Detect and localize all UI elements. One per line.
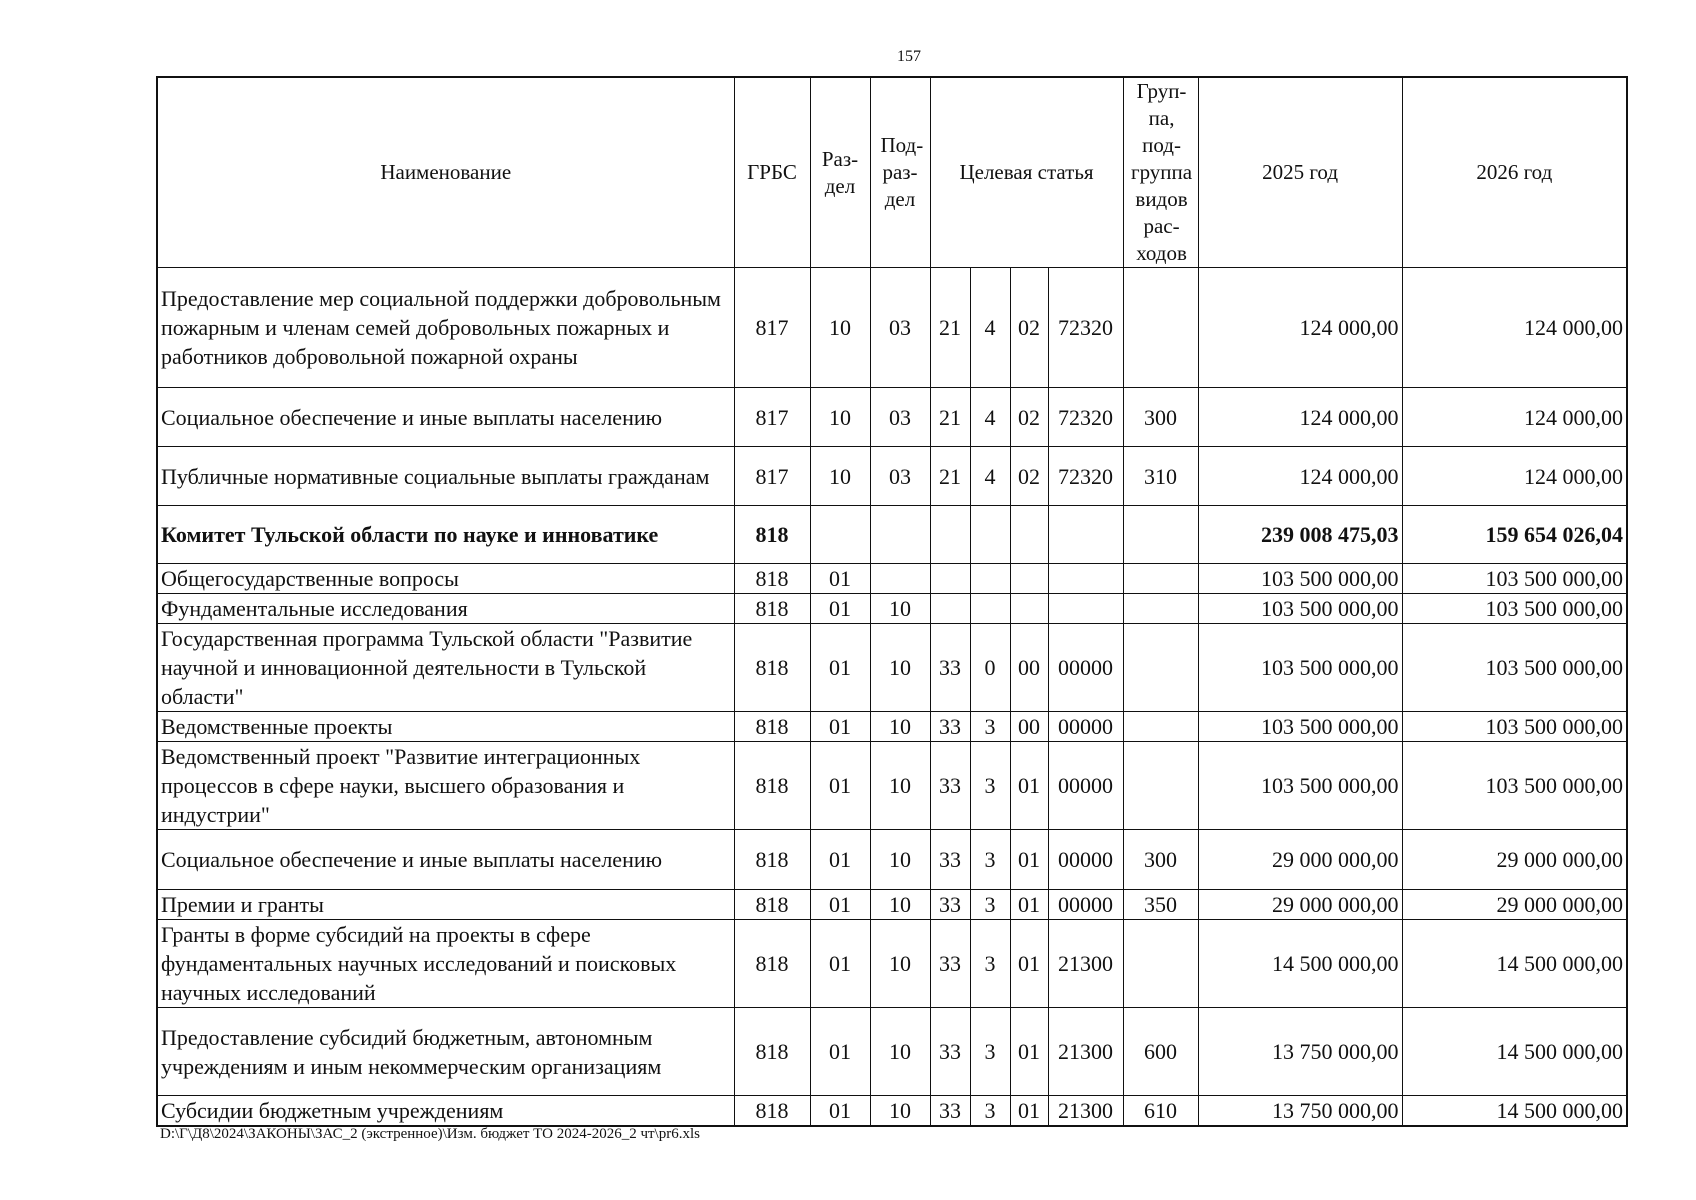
header-section: Раз-дел (810, 77, 870, 268)
subsection-cell: 03 (870, 447, 930, 506)
expense-group-cell: 310 (1123, 447, 1198, 506)
grbs-cell: 818 (734, 920, 810, 1008)
target-program-cell (930, 506, 970, 564)
target-direction-cell: 72320 (1048, 447, 1123, 506)
amount-2025-cell: 13 750 000,00 (1198, 1096, 1402, 1127)
expense-group-cell: 300 (1123, 830, 1198, 890)
table-row (157, 268, 1627, 388)
header-expense-group: Груп-па, под-группа видов рас-ходов (1123, 77, 1198, 268)
target-type-cell: 3 (970, 1096, 1010, 1127)
subsection-cell (870, 506, 930, 564)
expense-group-cell: 350 (1123, 890, 1198, 920)
target-program-cell: 21 (930, 268, 970, 388)
section-cell: 01 (810, 1008, 870, 1096)
budget-table (156, 76, 1628, 1127)
target-subprogram-cell (1010, 564, 1048, 594)
table-row (157, 712, 1627, 742)
subsection-cell: 10 (870, 594, 930, 624)
amount-2025-cell: 124 000,00 (1198, 447, 1402, 506)
target-type-cell: 3 (970, 830, 1010, 890)
target-direction-cell: 00000 (1048, 830, 1123, 890)
target-direction-cell (1048, 594, 1123, 624)
expense-group-cell (1123, 712, 1198, 742)
grbs-cell: 817 (734, 268, 810, 388)
expense-group-cell (1123, 506, 1198, 564)
target-program-cell: 33 (930, 830, 970, 890)
grbs-cell: 818 (734, 712, 810, 742)
grbs-cell: 818 (734, 1008, 810, 1096)
target-subprogram-cell: 01 (1010, 830, 1048, 890)
target-subprogram-cell: 01 (1010, 920, 1048, 1008)
table-row (157, 1008, 1627, 1096)
target-type-cell: 3 (970, 920, 1010, 1008)
target-program-cell: 33 (930, 1096, 970, 1127)
amount-2025-cell: 124 000,00 (1198, 268, 1402, 388)
header-2026: 2026 год (1402, 77, 1627, 268)
amount-2025-cell: 14 500 000,00 (1198, 920, 1402, 1008)
expense-group-cell: 600 (1123, 1008, 1198, 1096)
target-subprogram-cell: 02 (1010, 388, 1048, 447)
target-direction-cell: 21300 (1048, 1008, 1123, 1096)
target-type-cell (970, 506, 1010, 564)
table-row (157, 388, 1627, 447)
target-type-cell: 4 (970, 447, 1010, 506)
target-program-cell: 21 (930, 447, 970, 506)
header-target-article: Целевая статья (930, 77, 1123, 268)
row-name-cell: Премии и гранты (157, 890, 734, 920)
section-cell: 01 (810, 1096, 870, 1127)
amount-2025-cell: 124 000,00 (1198, 388, 1402, 447)
table-row (157, 624, 1627, 712)
amount-2026-cell: 103 500 000,00 (1402, 624, 1627, 712)
target-subprogram-cell (1010, 594, 1048, 624)
amount-2026-cell: 103 500 000,00 (1402, 564, 1627, 594)
row-name-cell: Предоставление субсидий бюджетным, автономным учреждениям и иным некоммерческим организациям (157, 1008, 734, 1096)
target-direction-cell: 72320 (1048, 268, 1123, 388)
row-name-cell: Общегосударственные вопросы (157, 564, 734, 594)
amount-2026-cell: 124 000,00 (1402, 388, 1627, 447)
expense-group-cell: 300 (1123, 388, 1198, 447)
row-name-cell: Публичные нормативные социальные выплаты гражданам (157, 447, 734, 506)
header-subsection: Под-раз-дел (870, 77, 930, 268)
grbs-cell: 818 (734, 506, 810, 564)
subsection-cell: 10 (870, 1008, 930, 1096)
expense-group-cell: 610 (1123, 1096, 1198, 1127)
row-name-cell: Ведомственный проект "Развитие интеграционных процессов в сфере науки, высшего образования и индустрии" (157, 742, 734, 830)
header-grbs: ГРБС (734, 77, 810, 268)
table-row (157, 742, 1627, 830)
section-cell: 01 (810, 890, 870, 920)
section-cell: 10 (810, 388, 870, 447)
target-direction-cell: 72320 (1048, 388, 1123, 447)
target-program-cell: 21 (930, 388, 970, 447)
table-row (157, 447, 1627, 506)
grbs-cell: 818 (734, 1096, 810, 1127)
target-program-cell: 33 (930, 742, 970, 830)
subsection-cell: 10 (870, 624, 930, 712)
subsection-cell: 10 (870, 830, 930, 890)
row-name-cell: Государственная программа Тульской области "Развитие научной и инновационной деятельности в Тульской области" (157, 624, 734, 712)
target-type-cell: 3 (970, 1008, 1010, 1096)
subsection-cell: 10 (870, 1096, 930, 1127)
amount-2026-cell: 14 500 000,00 (1402, 920, 1627, 1008)
header-row (157, 77, 1627, 268)
header-2025: 2025 год (1198, 77, 1402, 268)
amount-2026-cell: 14 500 000,00 (1402, 1008, 1627, 1096)
grbs-cell: 818 (734, 830, 810, 890)
grbs-cell: 818 (734, 594, 810, 624)
expense-group-cell (1123, 920, 1198, 1008)
page-number: 157 (897, 48, 921, 65)
grbs-cell: 818 (734, 890, 810, 920)
target-subprogram-cell: 01 (1010, 742, 1048, 830)
amount-2026-cell: 29 000 000,00 (1402, 890, 1627, 920)
amount-2026-cell: 103 500 000,00 (1402, 712, 1627, 742)
row-name-cell: Комитет Тульской области по науке и инноватике (157, 506, 734, 564)
expense-group-cell (1123, 268, 1198, 388)
row-name-cell: Ведомственные проекты (157, 712, 734, 742)
target-type-cell: 3 (970, 742, 1010, 830)
target-type-cell (970, 594, 1010, 624)
grbs-cell: 818 (734, 742, 810, 830)
subsection-cell: 03 (870, 388, 930, 447)
grbs-cell: 817 (734, 447, 810, 506)
header-name: Наименование (157, 77, 734, 268)
target-subprogram-cell: 02 (1010, 447, 1048, 506)
section-cell: 01 (810, 830, 870, 890)
target-subprogram-cell: 01 (1010, 1008, 1048, 1096)
subsection-cell (870, 564, 930, 594)
amount-2026-cell: 14 500 000,00 (1402, 1096, 1627, 1127)
target-program-cell: 33 (930, 920, 970, 1008)
section-cell: 01 (810, 564, 870, 594)
table-row (157, 830, 1627, 890)
target-subprogram-cell: 00 (1010, 712, 1048, 742)
amount-2026-cell: 103 500 000,00 (1402, 742, 1627, 830)
section-cell: 01 (810, 624, 870, 712)
section-cell: 10 (810, 447, 870, 506)
target-type-cell: 4 (970, 388, 1010, 447)
row-name-cell: Социальное обеспечение и иные выплаты населению (157, 830, 734, 890)
subsection-cell: 10 (870, 920, 930, 1008)
row-name-cell: Гранты в форме субсидий на проекты в сфере фундаментальных научных исследований и поисковых научных исследований (157, 920, 734, 1008)
table-row (157, 920, 1627, 1008)
subsection-cell: 10 (870, 712, 930, 742)
amount-2025-cell: 29 000 000,00 (1198, 890, 1402, 920)
target-direction-cell: 21300 (1048, 1096, 1123, 1127)
amount-2026-cell: 159 654 026,04 (1402, 506, 1627, 564)
section-cell: 01 (810, 920, 870, 1008)
amount-2025-cell: 103 500 000,00 (1198, 712, 1402, 742)
section-cell (810, 506, 870, 564)
table-row (157, 506, 1627, 564)
grbs-cell: 818 (734, 564, 810, 594)
target-type-cell: 4 (970, 268, 1010, 388)
subsection-cell: 10 (870, 742, 930, 830)
target-direction-cell (1048, 506, 1123, 564)
target-program-cell (930, 564, 970, 594)
target-direction-cell: 00000 (1048, 890, 1123, 920)
target-program-cell: 33 (930, 712, 970, 742)
target-program-cell: 33 (930, 890, 970, 920)
section-cell: 01 (810, 594, 870, 624)
table-row (157, 564, 1627, 594)
target-subprogram-cell: 00 (1010, 624, 1048, 712)
target-type-cell (970, 564, 1010, 594)
target-direction-cell: 21300 (1048, 920, 1123, 1008)
amount-2026-cell: 103 500 000,00 (1402, 594, 1627, 624)
target-direction-cell: 00000 (1048, 712, 1123, 742)
target-direction-cell: 00000 (1048, 624, 1123, 712)
expense-group-cell (1123, 564, 1198, 594)
row-name-cell: Фундаментальные исследования (157, 594, 734, 624)
table-row (157, 890, 1627, 920)
expense-group-cell (1123, 742, 1198, 830)
amount-2026-cell: 124 000,00 (1402, 268, 1627, 388)
row-name-cell: Предоставление мер социальной поддержки добровольным пожарным и членам семей добровольных пожарных и работников добровольной пожарной охраны (157, 268, 734, 388)
grbs-cell: 817 (734, 388, 810, 447)
subsection-cell: 03 (870, 268, 930, 388)
subsection-cell: 10 (870, 890, 930, 920)
amount-2026-cell: 124 000,00 (1402, 447, 1627, 506)
expense-group-cell (1123, 624, 1198, 712)
target-program-cell: 33 (930, 624, 970, 712)
amount-2025-cell: 29 000 000,00 (1198, 830, 1402, 890)
amount-2026-cell: 29 000 000,00 (1402, 830, 1627, 890)
amount-2025-cell: 103 500 000,00 (1198, 594, 1402, 624)
target-program-cell: 33 (930, 1008, 970, 1096)
section-cell: 10 (810, 268, 870, 388)
target-subprogram-cell: 02 (1010, 268, 1048, 388)
target-subprogram-cell (1010, 506, 1048, 564)
amount-2025-cell: 239 008 475,03 (1198, 506, 1402, 564)
row-name-cell: Социальное обеспечение и иные выплаты населению (157, 388, 734, 447)
target-direction-cell: 00000 (1048, 742, 1123, 830)
amount-2025-cell: 103 500 000,00 (1198, 624, 1402, 712)
section-cell: 01 (810, 712, 870, 742)
target-type-cell: 3 (970, 890, 1010, 920)
target-subprogram-cell: 01 (1010, 1096, 1048, 1127)
target-program-cell (930, 594, 970, 624)
file-path-footer: D:\Г\Д8\2024\ЗАКОНЫ\ЗАС_2 (экстренное)\Изм. бюджет ТО 2024-2026_2 чт\pr6.xls (160, 1126, 700, 1142)
table-row (157, 594, 1627, 624)
section-cell: 01 (810, 742, 870, 830)
target-direction-cell (1048, 564, 1123, 594)
target-type-cell: 0 (970, 624, 1010, 712)
amount-2025-cell: 103 500 000,00 (1198, 742, 1402, 830)
target-subprogram-cell: 01 (1010, 890, 1048, 920)
amount-2025-cell: 103 500 000,00 (1198, 564, 1402, 594)
expense-group-cell (1123, 594, 1198, 624)
grbs-cell: 818 (734, 624, 810, 712)
row-name-cell: Субсидии бюджетным учреждениям (157, 1096, 734, 1127)
amount-2025-cell: 13 750 000,00 (1198, 1008, 1402, 1096)
table-row (157, 1096, 1627, 1127)
target-type-cell: 3 (970, 712, 1010, 742)
